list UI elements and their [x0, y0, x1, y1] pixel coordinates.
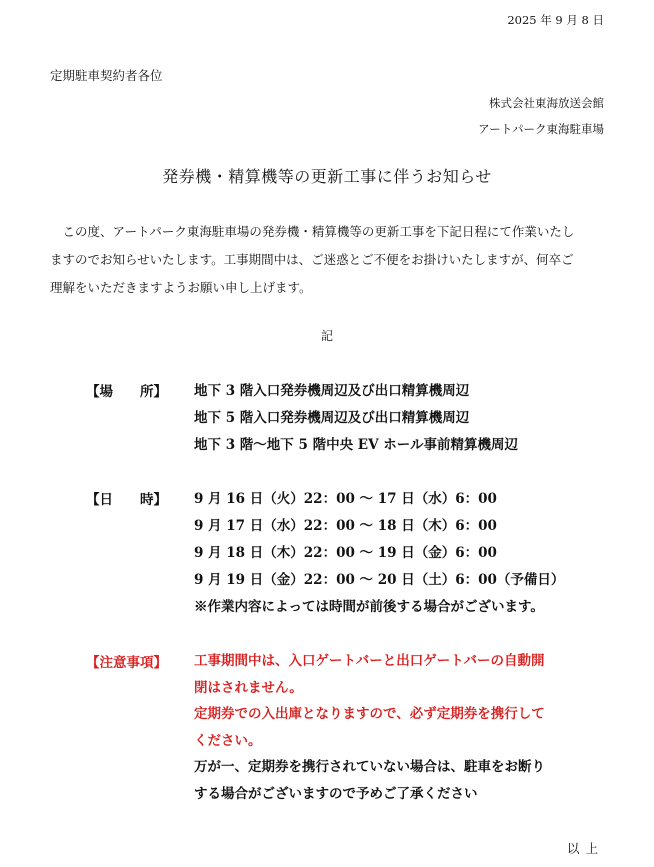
- intro-paragraph: [50, 218, 610, 302]
- notice-title: 発券機・精算機等の更新工事に伴うお知らせ: [162, 167, 492, 186]
- schedule-line: 9 月 18 日（木）22：00 ～ 19 日（金）6：00: [194, 545, 497, 561]
- location-label: 【場 所】: [86, 384, 167, 400]
- schedule-line: 9 月 16 日（火）22：00 ～ 17 日（水）6：00: [194, 491, 497, 507]
- intro-line: ますのでお知らせいたします。工事期間中は、ご迷惑とご不便をお掛けいたしますが、何卒ご: [50, 252, 574, 267]
- company-name: 株式会社東海放送会館: [489, 96, 604, 110]
- location-line: 地下 3 階～地下 5 階中央 EV ホール事前精算機周辺: [194, 437, 518, 453]
- warning-line: 工事期間中は、入口ゲートバーと出口ゲートバーの自動開: [194, 653, 545, 669]
- intro-line: この度、アートパーク東海駐車場の発券機・精算機等の更新工事を下記日程にて作業いたし: [62, 224, 575, 239]
- schedule-label: 【日 時】: [86, 492, 167, 508]
- facility-name: アートパーク東海駐車場: [478, 122, 604, 136]
- warning-line: 閉はされません。: [194, 679, 303, 696]
- location-line: 地下 5 階入口発券機周辺及び出口精算機周辺: [194, 410, 470, 426]
- note-line: 万が一、定期券を携行されていない場合は、駐車をお断り: [194, 759, 545, 775]
- notes-list: [194, 648, 614, 807]
- ki-heading: 記: [320, 329, 333, 343]
- schedule-line: 9 月 19 日（金）22：00 ～ 20 日（土）6：00（予備日）: [194, 572, 565, 588]
- closing-mark: 以上: [566, 841, 604, 856]
- schedule-line: 9 月 17 日（水）22：00 ～ 18 日（木）6：00: [194, 518, 497, 534]
- location-list: [194, 378, 614, 459]
- warning-line: ください。: [194, 732, 262, 749]
- notes-label: 【注意事項】: [86, 655, 167, 671]
- schedule-note: ※作業内容によっては時間が前後する場合がございます。: [194, 599, 544, 615]
- schedule-list: [194, 486, 614, 621]
- warning-line: 定期券での入出庫となりますので、必ず定期券を携行して: [194, 706, 545, 722]
- recipient: 定期駐車契約者各位: [50, 68, 163, 83]
- note-line: する場合がございますので予めご了承ください: [194, 785, 478, 802]
- intro-line: 理解をいただきますようお願い申し上げます。: [50, 280, 312, 295]
- location-line: 地下 3 階入口発券機周辺及び出口精算機周辺: [194, 383, 470, 399]
- document-date: 2025 年 9 月 8 日: [507, 13, 604, 27]
